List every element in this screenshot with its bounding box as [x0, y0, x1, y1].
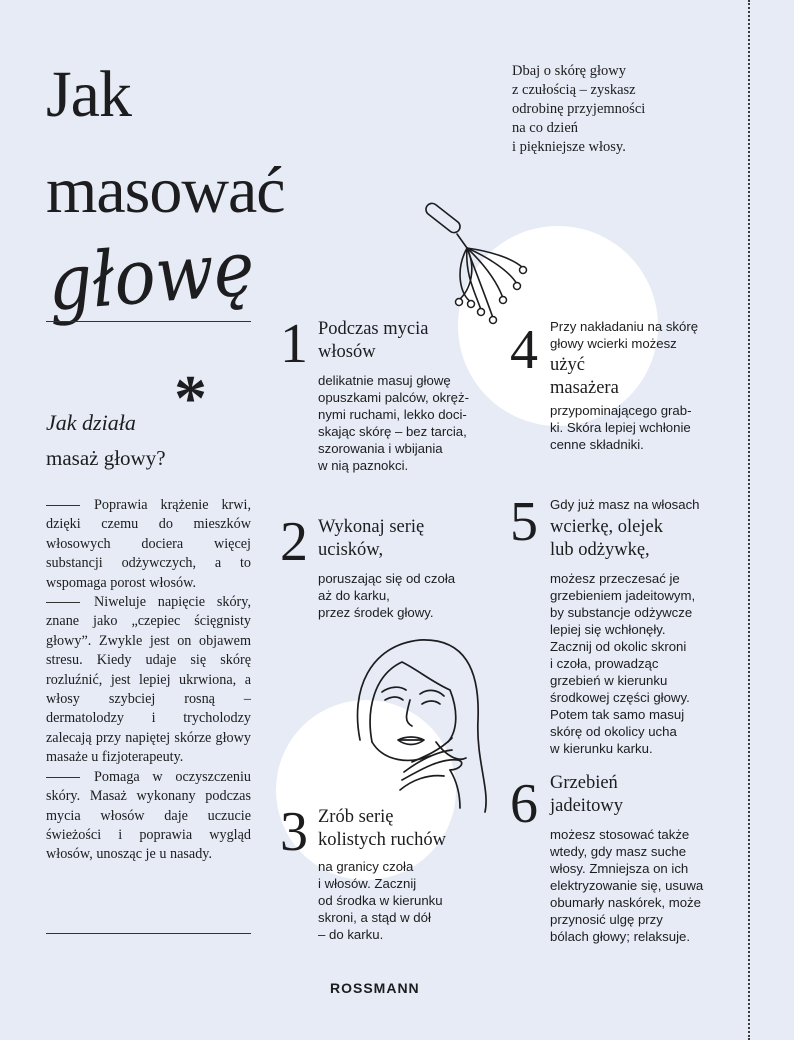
step-text-line: – do karku.	[318, 927, 384, 942]
step-text-line: Potem tak samo masuj	[550, 707, 685, 722]
step-text-line: by substancje odżywcze	[550, 605, 693, 620]
dotted-cut-line	[748, 0, 750, 1040]
step-text-line: bólach głowy; relaksuje.	[550, 929, 691, 944]
step-1-title	[318, 318, 428, 364]
step-text-line: nymi ruchami, lekko doci-	[318, 407, 467, 422]
step-text-line: głowy wcierki możesz	[550, 336, 677, 351]
step-text-line: przypominającego grab-	[550, 403, 692, 418]
question-line-2: masaż głowy?	[46, 446, 166, 470]
asterisk-glyph: *	[174, 362, 207, 435]
step-title-line: Podczas mycia	[318, 319, 429, 339]
step-text-line: skając skórę – bez tarcia,	[318, 424, 467, 439]
intro-line: z czułością – zyskasz	[512, 82, 636, 98]
step-6-title	[550, 772, 623, 818]
step-text-line: lepiej się wchłonęły.	[550, 622, 666, 637]
step-text-line: skórę od okolicy ucha	[550, 724, 677, 739]
step-text-line: obumarły naskórek, może	[550, 895, 701, 910]
step-3-title	[318, 806, 446, 852]
step-5-pre-text	[550, 496, 740, 513]
question-line-1: Jak działa	[46, 410, 136, 435]
step-text-line: Gdy już masz na włosach	[550, 497, 700, 512]
step-3-number: 3	[280, 801, 308, 863]
step-text-line: aż do karku,	[318, 588, 390, 603]
dash-mark	[46, 505, 80, 506]
step-text-line: szorowania i wbijania	[318, 441, 443, 456]
title-line-1: Jak	[46, 58, 131, 131]
step-4-title	[550, 354, 619, 400]
step-text-line: od środka w kierunku	[318, 893, 443, 908]
step-text-line: włosy. Zmniejsza on ich	[550, 861, 689, 876]
step-text-line: środkowej części głowy.	[550, 690, 690, 705]
step-text-line: poruszając się od czoła	[318, 571, 456, 586]
benefit-text: Poprawia krążenie krwi, dzięki czemu do mieszków włosowych dociera więcej substancji odżywczych, a to wspomaga porost włosów.	[46, 497, 251, 591]
title-underline	[46, 321, 251, 322]
benefits-column	[46, 496, 251, 865]
step-title-line: ucisków,	[318, 540, 384, 560]
step-text-line: cenne składniki.	[550, 437, 644, 452]
step-4-text	[550, 402, 740, 453]
step-text-line: ki. Skóra lepiej wchłonie	[550, 420, 691, 435]
step-text-line: i czoła, prowadząc	[550, 656, 659, 671]
step-title-line: Wykonaj serię	[318, 517, 425, 537]
dash-mark	[46, 602, 80, 603]
intro-text	[512, 62, 712, 157]
step-title-line: jadeitowy	[550, 796, 623, 816]
step-text-line: możesz stosować także	[550, 827, 690, 842]
benefit-paragraph	[46, 496, 251, 593]
step-text-line: przynosić ulgę przy	[550, 912, 663, 927]
step-text-line: elektryzowanie się, usuwa	[550, 878, 704, 893]
step-title-line: masażera	[550, 378, 619, 398]
step-text-line: i włosów. Zacznij	[318, 876, 417, 891]
step-text-line: grzebieniem jadeitowym,	[550, 588, 696, 603]
title-script-word: głowę	[45, 223, 257, 328]
brand-logo: ROSSMANN	[330, 980, 420, 996]
step-4-pre-text	[550, 318, 740, 352]
step-title-line: włosów	[318, 342, 376, 362]
step-text-line: skroni, a stąd w dół	[318, 910, 431, 925]
bottom-left-rule	[46, 933, 251, 934]
step-5-text	[550, 570, 740, 757]
intro-line: Dbaj o skórę głowy	[512, 63, 626, 79]
step-title-line: Zrób serię	[318, 807, 394, 827]
step-text-line: Przy nakładaniu na skórę	[550, 319, 699, 334]
face-line-art-icon	[340, 630, 500, 820]
title-line-2: masować	[46, 154, 285, 227]
step-text-line: przez środek głowy.	[318, 605, 434, 620]
step-text-line: możesz przeczesać je	[550, 571, 680, 586]
step-text-line: w nią paznokci.	[318, 458, 409, 473]
step-title-line: Grzebień	[550, 773, 618, 793]
step-3-text	[318, 858, 498, 943]
step-title-line: wcierkę, olejek	[550, 517, 663, 537]
step-title-line: użyć	[550, 355, 585, 375]
step-5-title	[550, 516, 663, 562]
benefit-text: Niweluje napięcie skóry, znane jako „czepiec ścięgnisty głowy”. Zwykle jest on objawem stresu. Kiedy udaje się skórę rozluźnić, jest lepiej ukrwiona, a włosy szybciej rosną – dermatolodzy i trycholodzy zalecają przy napiętej skórze głowy masaże u fizjoterapeuty.	[46, 594, 251, 766]
benefit-text: Pomaga w oczyszczeniu skóry. Masaż wykonany podczas mycia włosów daje uczucie świeżości i poprawia wygląd włosów, unosząc je u nasady.	[46, 768, 251, 863]
benefit-paragraph	[46, 768, 251, 865]
step-text-line: wtedy, gdy masz suche	[550, 844, 687, 859]
benefit-paragraph	[46, 593, 251, 768]
step-text-line: w kierunku karku.	[550, 741, 653, 756]
step-2-number: 2	[280, 511, 308, 573]
head-massager-icon	[415, 200, 565, 340]
step-2-title	[318, 516, 424, 562]
step-title-line: kolistych ruchów	[318, 830, 446, 850]
step-text-line: Zacznij od okolic skroni	[550, 639, 687, 654]
intro-line: odrobinę przyjemności	[512, 101, 646, 117]
step-4-number: 4	[510, 319, 538, 381]
step-text-line: opuszkami palców, okręż-	[318, 390, 469, 405]
step-title-line: lub odżywkę,	[550, 540, 650, 560]
intro-line: na co dzień	[512, 120, 579, 136]
step-text-line: na granicy czoła	[318, 859, 414, 874]
intro-line: i piękniejsze włosy.	[512, 139, 626, 155]
step-text-line: grzebień w kierunku	[550, 673, 668, 688]
step-6-number: 6	[510, 773, 538, 835]
step-text-line: delikatnie masuj głowę	[318, 373, 451, 388]
step-2-text	[318, 570, 498, 621]
step-1-number: 1	[280, 313, 308, 375]
dash-mark	[46, 777, 80, 778]
step-5-number: 5	[510, 491, 538, 553]
step-1-text	[318, 372, 498, 474]
step-6-text	[550, 826, 740, 945]
